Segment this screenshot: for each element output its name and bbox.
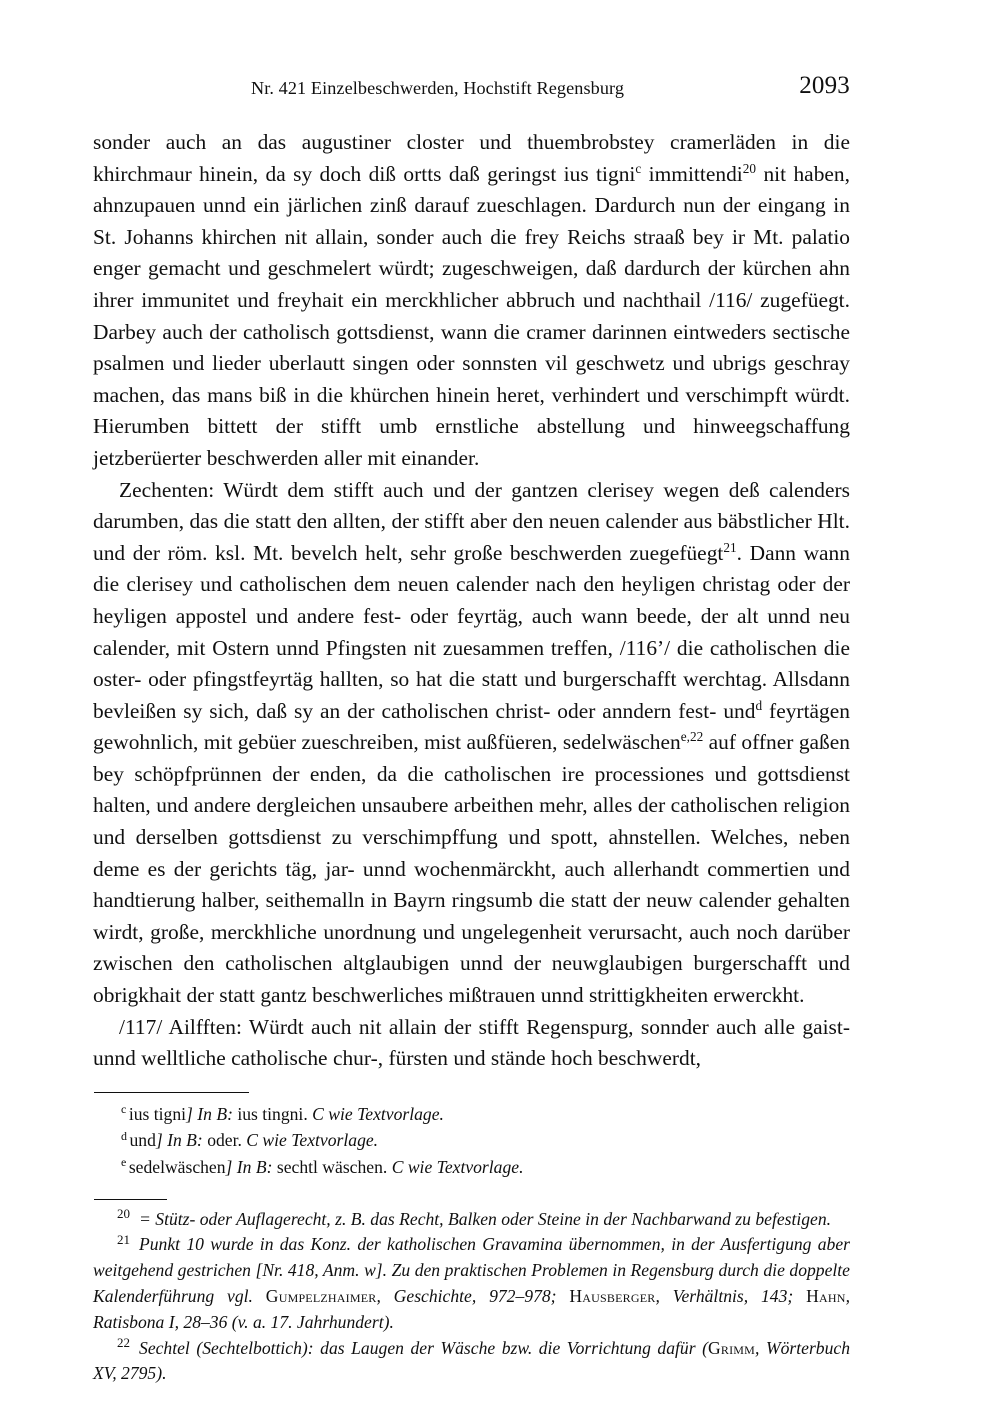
apparatus-entry-d <box>93 1127 850 1154</box>
paragraph-1-segment-2: immittendi <box>641 161 743 186</box>
apparatus-note-e: C wie Textvorlage. <box>391 1157 524 1177</box>
footnotes-section <box>93 1199 850 1388</box>
apparatus-source-e: In B: <box>232 1157 273 1177</box>
variant-marker-c: c <box>635 160 642 176</box>
paragraph-1 <box>93 127 850 475</box>
apparatus-entry-c <box>93 1101 850 1128</box>
apparatus-variant-e: sechtl wäschen. <box>272 1157 392 1177</box>
footnote-rule <box>94 1199 167 1200</box>
paragraph-3 <box>93 1012 850 1075</box>
variant-marker-d: d <box>755 697 763 713</box>
variant-marker-e-22: e,22 <box>680 729 704 745</box>
footnote-22-part-1: Sechtel (Sechtelbottich): das Laugen der Wäsche bzw. die Vorrichtung dafür ( <box>139 1337 708 1358</box>
apparatus-rule <box>94 1092 249 1093</box>
apparatus-note-d: C wie Textvorlage. <box>246 1130 379 1151</box>
apparatus-bracket-e: ] <box>225 1157 233 1177</box>
footnote-21 <box>93 1232 850 1335</box>
footnote-22-part-2: , Wörterbuch XV, 2795). <box>93 1337 850 1384</box>
running-head-title: Nr. 421 Einzelbeschwerden, Hochstift Regensburg <box>250 78 625 98</box>
page-number: 2093 <box>799 72 850 99</box>
footnote-22-author-1: Grimm <box>707 1337 755 1358</box>
paragraph-2-segment-4: auf offner gaßen bey schöpfprünnen der enden, da die catholischen ire processiones und gottsdienst halten, und andere dergleichen unsaubere arbeithen mehr, alles der catholischen religion und derselben gottsdienst zu verschimpffung und spott, ahnstellen. Welches, neben deme es der gerichts täg, jar- unnd wochenmärckht, auch allerhandt commertien und handtierung halber, seithemalln in Bayrn ringsumb die statt der neuw calender gehalten wirdt, große, merckhliche unordnung und ungelegenheit verursacht, auch noch darüber zwischen den catholischen altglaubigen unnd der neuwglaubigen burgerschafft und obrigkhait der statt gantz beschwerliches mißtrauen unnd strittigkheiten erwerckht. <box>93 730 850 1008</box>
running-head <box>93 72 850 118</box>
footnote-21-part-3: , Verhältnis, 143; <box>655 1285 807 1306</box>
apparatus-marker-d: d <box>121 1128 127 1143</box>
apparatus-source-c: In B: <box>192 1103 233 1124</box>
apparatus-variant-d: oder. <box>202 1130 247 1151</box>
footnote-21-part-1: Punkt 10 wurde in das Konz. der katholischen Gravamina übernommen, in der Ausfertigung aber weitgehend gestrichen [Nr. 418, Anm. w]. Zu den praktischen Problemen in Regensburg durch die doppelte Kalenderführung vgl. <box>93 1234 850 1306</box>
document-page <box>93 0 850 1418</box>
footnote-22 <box>93 1336 850 1388</box>
apparatus-lemma-d: und <box>129 1130 156 1151</box>
footnote-20-number: 20 <box>117 1205 131 1221</box>
footnote-marker-21: 21 <box>723 539 737 555</box>
paragraph-2 <box>93 475 850 1012</box>
paragraph-1-segment-1: sonder auch an das augustiner closter und thuembrobstey cramerläden in die khirchmaur hinein, da sy doch diß ortts daß geringst ius tigni <box>93 130 850 186</box>
footnote-21-part-2: , Geschichte, 972–978; <box>376 1285 570 1306</box>
apparatus-marker-c: c <box>121 1101 127 1116</box>
critical-apparatus <box>93 1092 850 1181</box>
apparatus-variant-c: ius tingni. <box>232 1103 313 1124</box>
footnote-21-author-1: Gumpelzhaimer <box>265 1285 377 1306</box>
footnote-21-author-2: Hausberger <box>569 1285 656 1306</box>
footnote-22-number: 22 <box>117 1334 131 1350</box>
footnote-marker-20: 20 <box>742 160 757 176</box>
apparatus-source-d: In B: <box>162 1130 203 1151</box>
footnote-20 <box>93 1207 850 1233</box>
paragraph-3-text: /117/ Ailfften: Würdt auch nit allain der stifft Regenspurg, sonnder auch alle gaist- unnd welltliche catholische chur-, fürsten und stände hoch beschwerdt, <box>93 1014 850 1071</box>
paragraph-2-segment-1: Zechenten: Würdt dem stifft auch und der gantzen clerisey wegen deß calenders darumben, das die statt den allten, der stifft aber den neuen calender aus bäbstlicher Hlt. und der röm. ksl. Mt. bevelch helt, sehr große beschwerden zuegefüegt <box>93 477 850 565</box>
apparatus-lemma-e: sedelwäschen <box>128 1157 226 1177</box>
footnote-21-part-4: , Ratisbona I, 28–36 (v. a. 17. Jahrhundert). <box>93 1285 851 1332</box>
apparatus-bracket-d: ] <box>155 1130 163 1151</box>
footnote-21-author-3: Hahn <box>806 1285 846 1306</box>
body-text <box>93 127 850 1075</box>
apparatus-marker-e: e <box>121 1155 127 1170</box>
apparatus-bracket-c: ] <box>186 1103 193 1124</box>
apparatus-entry-e <box>93 1154 850 1181</box>
paragraph-2-segment-3: feyrtägen gewohnlich, mit gebüer zueschreiben, mist außfüeren, sedelwäschen <box>93 698 851 755</box>
paragraph-1-segment-3: nit haben, ahnzupauen unnd ein järlichen zinß darauf zueschlagen. Dardurch nun der eingang in St. Johanns khirchen nit allain, sonder auch die frey Reichs straaß bey ir Mt. palatio enger gemacht und geschmelert würdt; zugeschweigen, daß dardurch der kürchen ahn ihrer immunitet und freyhait ein merckhlicher abbruch und nachthail /116/ zugefüegt. Darbey auch der catholisch gottsdienst, wann die cramer darinnen eintweders sectische psalmen und lieder uberlautt singen oder sonnsten vil geschwetz und ubrigs geschray machen, das mans biß in die khürchen hinein heret, verhindert und verschimpft würdt. Hierumben bittett der stifft umb ernstliche abstellung und hinweegschaffung jetzberüerter beschwerden aller mit einander. <box>93 161 851 470</box>
apparatus-lemma-c: ius tigni <box>128 1103 187 1124</box>
paragraph-2-segment-2: . Dann wann die clerisey und catholischen dem neuen calender nach den heyligen christag oder der heyligen appostel und andere fest- oder feyrtäg, auch wann beede, der alt unnd neu calender, mit Ostern unnd Pfingsten nit zuesammen treffen, /116’/ die catholischen die oster- oder pfingstfeyrtäg hallten, so hat die statt und burgerschafft werchtag. Allsdann bevleißen sy sich, daß sy an der catholischen christ- oder anndern fest- und <box>93 540 850 723</box>
footnote-20-text: = Stütz- oder Auflagerecht, z. B. das Recht, Balken oder Steine in der Nachbarwand zu befestigen. <box>139 1208 832 1229</box>
apparatus-note-c: C wie Textvorlage. <box>312 1103 444 1124</box>
footnote-21-number: 21 <box>117 1231 131 1247</box>
